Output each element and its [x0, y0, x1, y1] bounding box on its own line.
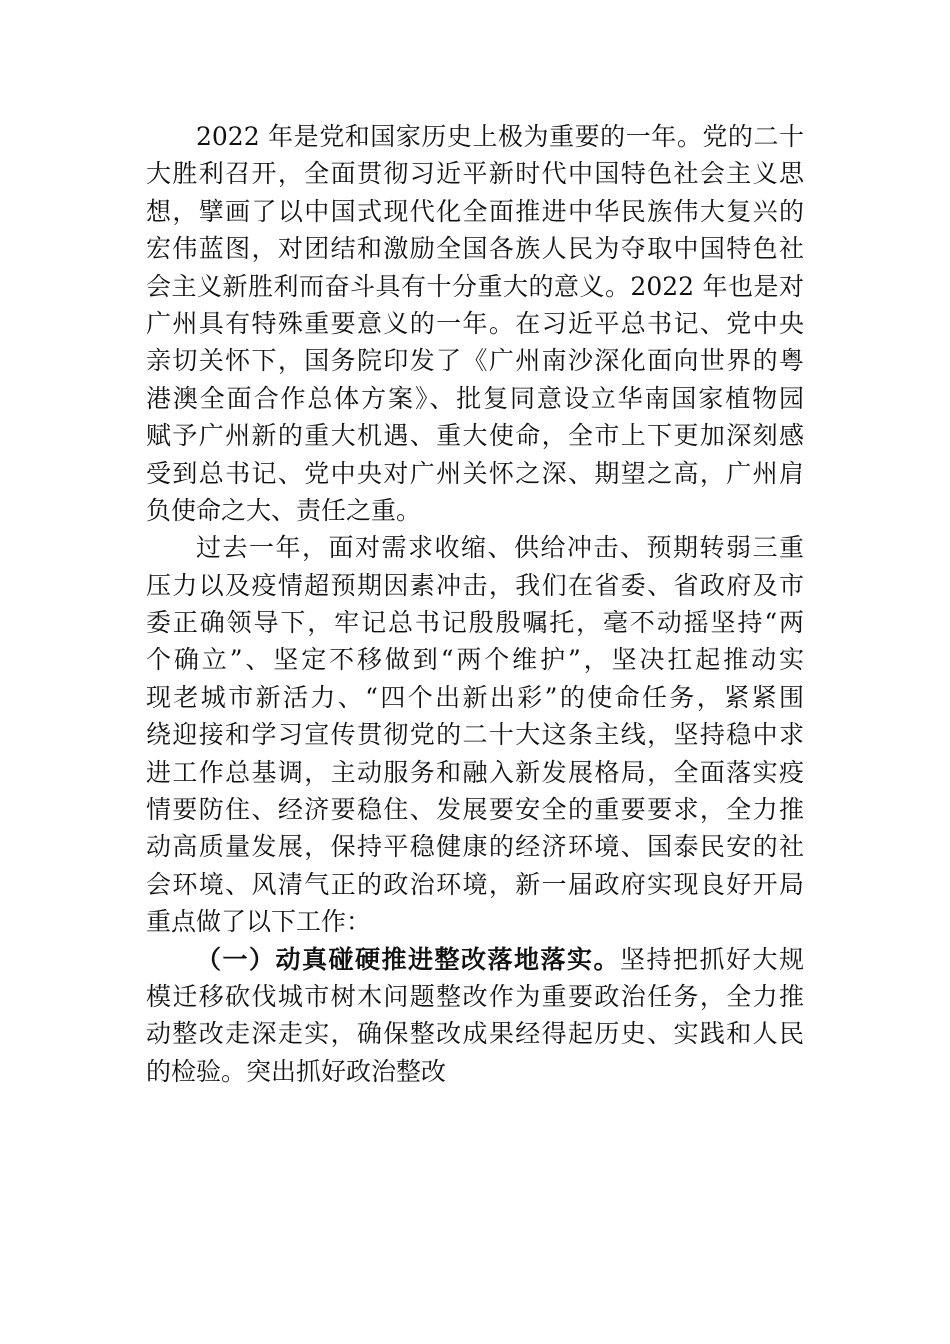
- text-line: 绕迎接和学习宣传贯彻党的二十大这条主线，坚持稳中求: [146, 720, 804, 750]
- paragraph-1: [146, 118, 804, 529]
- text-line: 会环境、风清气正的政治环境，新一届政府实现良好开局: [146, 869, 804, 899]
- section-heading: （一）动真碰硬推进整改落地落实。: [196, 944, 620, 974]
- text-line: 模迁移砍伐城市树木问题整改作为重要政治任务，全力推: [146, 981, 804, 1011]
- document-body: [146, 118, 804, 1090]
- text-line: 负使命之大、责任之重。: [146, 495, 422, 525]
- text-line: 港澳全面合作总体方案》、批复同意设立华南国家植物园: [146, 383, 804, 413]
- text-line: 会主义新胜利而奋斗具有十分重大的意义。2022 年也是对: [146, 271, 804, 301]
- text-line: 亲切关怀下，国务院印发了《广州南沙深化面向世界的粤: [146, 346, 804, 376]
- text-line: 赋予广州新的重大机遇、重大使命，全市上下更加深刻感: [146, 421, 804, 451]
- text-line: 2022 年是党和国家历史上极为重要的一年。党的二十: [196, 122, 804, 151]
- text-line: 委正确领导下，牢记总书记殷殷嘱托，毫不动摇坚持“两: [146, 608, 804, 638]
- paragraph-2: [146, 529, 804, 940]
- text-line: 的检验。突出抓好政治整改: [146, 1056, 447, 1086]
- paragraph-3: [146, 941, 804, 1091]
- text-line: 大胜利召开，全面贯彻习近平新时代中国特色社会主义思: [146, 159, 804, 189]
- text-line: [146, 941, 804, 978]
- text-line: 过去一年，面对需求收缩、供给冲击、预期转弱三重: [196, 533, 804, 563]
- text-line: 现老城市新活力、“四个出新出彩”的使命任务，紧紧围: [146, 682, 804, 712]
- text-line: 压力以及疫情超预期因素冲击，我们在省委、省政府及市: [146, 570, 804, 600]
- text-line: 重点做了以下工作：: [146, 907, 372, 937]
- text-line: 进工作总基调，主动服务和融入新发展格局，全面落实疫: [146, 757, 804, 787]
- text-line: 动整改走深走实，确保整改成果经得起历史、实践和人民: [146, 1019, 804, 1049]
- text-line: 动高质量发展，保持平稳健康的经济环境、国泰民安的社: [146, 832, 804, 862]
- text-line: 广州具有特殊重要意义的一年。在习近平总书记、党中央: [146, 308, 804, 338]
- text-line: 宏伟蓝图，对团结和激励全国各族人民为夺取中国特色社: [146, 234, 804, 264]
- text-line: 个确立”、坚定不移做到“两个维护”，坚决扛起推动实: [146, 645, 804, 675]
- text-line: 想，擘画了以中国式现代化全面推进中华民族伟大复兴的: [146, 196, 804, 226]
- section-text: 坚持把抓好大规: [619, 944, 804, 974]
- text-line: 情要防住、经济要稳住、发展要安全的重要要求，全力推: [146, 795, 804, 825]
- text-line: 受到总书记、党中央对广州关怀之深、期望之高，广州肩: [146, 458, 804, 488]
